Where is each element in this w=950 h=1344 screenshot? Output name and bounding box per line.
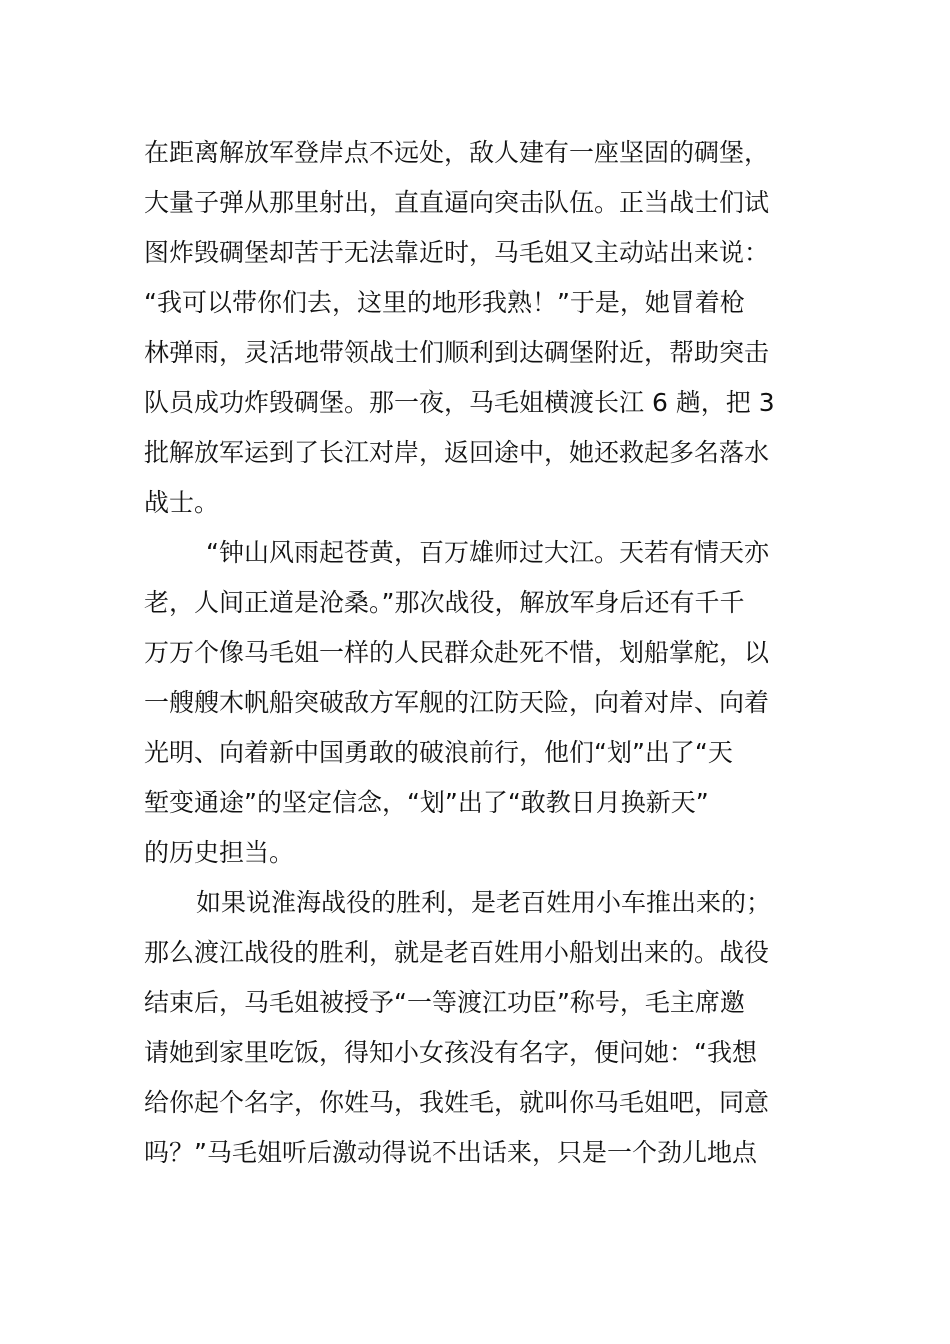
- text-line: 给你起个名字，你姓马，我姓毛，就叫你马毛姐吧，同意: [144, 1088, 770, 1117]
- text-line: 那么渡江战役的胜利，就是老百姓用小船划出来的。战役: [144, 938, 770, 967]
- text-line: 在距离解放军登岸点不远处，敌人建有一座坚固的碉堡，: [144, 138, 770, 167]
- text-line: “钟山风雨起苍黄，百万雄师过大江。天若有情天亦: [206, 538, 769, 567]
- text-line: 一艘艘木帆船突破敌方军舰的江防天险，向着对岸、向着: [144, 688, 770, 717]
- text-line: 批解放军运到了长江对岸，返回途中，她还救起多名落水: [144, 438, 770, 467]
- text-line: 堑变通途”的坚定信念，“划”出了“敢教日月换新天”: [144, 788, 709, 817]
- text-line: “我可以带你们去，这里的地形我熟！”于是，她冒着枪: [144, 288, 745, 317]
- text-line: 结束后，马毛姐被授予“一等渡江功臣”称号，毛主席邀: [144, 988, 745, 1017]
- paragraph-3: [144, 878, 794, 1178]
- text-line: 光明、向着新中国勇敢的破浪前行，他们“划”出了“天: [144, 738, 733, 767]
- paragraph-1: [144, 128, 794, 528]
- text-line: 老，人间正道是沧桑。”那次战役，解放军身后还有千千: [144, 588, 745, 617]
- text-line: 的历史担当。: [144, 838, 295, 867]
- text-line: 图炸毁碉堡却苦于无法靠近时，马毛姐又主动站出来说：: [144, 238, 770, 267]
- paragraph-2: [144, 528, 794, 878]
- body-text: [144, 128, 794, 1178]
- text-line: 万万个像马毛姐一样的人民群众赴死不惜，划船掌舵，以: [144, 638, 770, 667]
- text-line: 队员成功炸毁碉堡。那一夜，马毛姐横渡长江 6 趟，把 3: [144, 388, 775, 417]
- text-line: 请她到家里吃饭，得知小女孩没有名字，便问她：“我想: [144, 1038, 757, 1067]
- text-line: 如果说淮海战役的胜利，是老百姓用小车推出来的；: [196, 888, 772, 917]
- text-line: 大量子弹从那里射出，直直逼向突击队伍。正当战士们试: [144, 188, 770, 217]
- text-line: 战士。: [144, 488, 220, 517]
- text-line: 吗？”马毛姐听后激动得说不出话来，只是一个劲儿地点: [144, 1138, 757, 1167]
- text-line: 林弹雨，灵活地带领战士们顺利到达碉堡附近，帮助突击: [144, 338, 770, 367]
